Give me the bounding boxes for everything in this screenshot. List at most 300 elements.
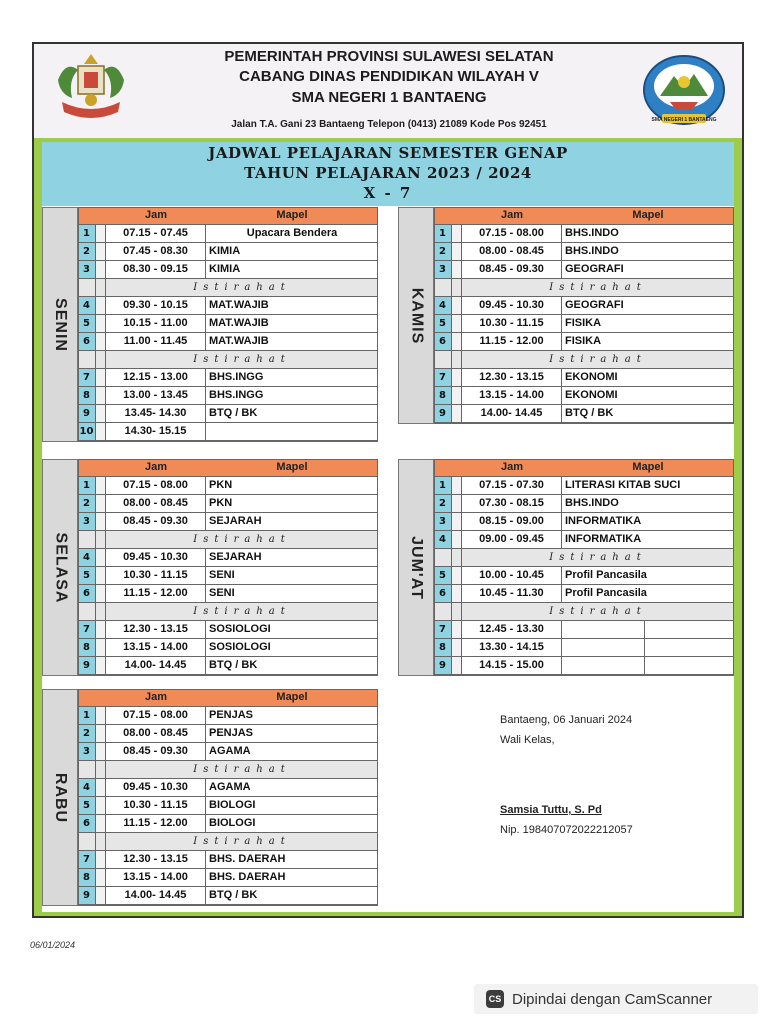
row-spacer <box>452 333 462 350</box>
day-label-jumat <box>398 459 434 676</box>
row-spacer <box>452 225 462 242</box>
period-time: 10.30 - 11.15 <box>106 567 206 584</box>
row-spacer <box>452 243 462 260</box>
table-row <box>78 779 378 797</box>
day-name: SELASA <box>52 532 69 603</box>
period-time: 13.15 - 14.00 <box>106 639 206 656</box>
row-spacer <box>96 315 106 332</box>
period-number: 7 <box>434 621 452 638</box>
empty-cell-divider <box>644 639 645 656</box>
period-subject: AGAMA <box>209 745 251 757</box>
day-name: JUM'AT <box>408 535 426 600</box>
break-label: Istirahat <box>193 282 291 293</box>
column-jam: Jam <box>144 209 168 221</box>
table-row <box>434 225 734 243</box>
break-row <box>78 351 378 369</box>
table-row <box>434 333 734 351</box>
break-row <box>78 603 378 621</box>
signature-place-date: Bantaeng, 06 Januari 2024 <box>500 714 633 726</box>
table-row <box>78 513 378 531</box>
camscanner-badge <box>474 984 758 1014</box>
table-row <box>434 243 734 261</box>
break-spacer <box>78 833 96 850</box>
row-spacer <box>96 225 106 242</box>
row-spacer <box>96 887 106 904</box>
period-number: 8 <box>78 387 96 404</box>
day-label-rabu <box>42 689 78 906</box>
period-subject: SEJARAH <box>209 515 262 527</box>
row-spacer <box>452 477 462 494</box>
day-label-selasa <box>42 459 78 676</box>
row-spacer <box>96 779 106 796</box>
break-label: Istirahat <box>193 836 291 847</box>
break-label: Istirahat <box>549 354 647 365</box>
period-time: 08.45 - 09.30 <box>106 743 206 760</box>
row-spacer <box>452 369 462 386</box>
row-spacer <box>96 261 106 278</box>
period-number: 1 <box>434 477 452 494</box>
day-label-senin <box>42 207 78 442</box>
row-spacer <box>452 531 462 548</box>
break-label: Istirahat <box>193 764 291 775</box>
footer-date: 06/01/2024 <box>30 940 76 950</box>
period-time: 10.30 - 11.15 <box>106 797 206 814</box>
period-time: 13.15 - 14.00 <box>462 387 562 404</box>
table-row <box>78 887 378 905</box>
period-time: 07.15 - 07.45 <box>106 225 206 242</box>
period-number: 3 <box>78 261 96 278</box>
period-number: 6 <box>78 333 96 350</box>
period-subject: BTQ / BK <box>209 407 258 419</box>
break-spacer <box>78 531 96 548</box>
break-label: Istirahat <box>193 354 291 365</box>
period-subject: AGAMA <box>209 781 251 793</box>
period-time: 11.15 - 12.00 <box>106 815 206 832</box>
period-time: 11.15 - 12.00 <box>462 333 562 350</box>
provincial-emblem-icon <box>48 50 134 130</box>
period-number: 7 <box>78 851 96 868</box>
column-mapel: Mapel <box>276 209 308 221</box>
break-row <box>78 531 378 549</box>
table-row <box>434 369 734 387</box>
table-row <box>78 243 378 261</box>
period-number: 4 <box>78 549 96 566</box>
header-government: PEMERINTAH PROVINSI SULAWESI SELATAN <box>224 48 554 65</box>
period-number: 1 <box>434 225 452 242</box>
day-label-kamis <box>398 207 434 424</box>
period-time: 10.30 - 11.15 <box>462 315 562 332</box>
table-row <box>78 585 378 603</box>
column-mapel: Mapel <box>276 691 308 703</box>
period-subject: Upacara Bendera <box>246 227 338 239</box>
period-subject: BTQ / BK <box>209 889 258 901</box>
period-subject: PENJAS <box>209 709 254 721</box>
period-time: 14.00- 14.45 <box>106 657 206 674</box>
table-row <box>78 405 378 423</box>
period-number: 6 <box>434 585 452 602</box>
break-spacer <box>96 761 106 778</box>
period-number: 3 <box>434 261 452 278</box>
table-row <box>78 567 378 585</box>
period-time: 07.15 - 08.00 <box>106 477 206 494</box>
schedule-table-selasa <box>78 459 378 675</box>
row-spacer <box>452 405 462 422</box>
row-spacer <box>96 513 106 530</box>
break-spacer <box>452 279 462 296</box>
period-subject: BHS.INGG <box>209 389 264 401</box>
period-number: 4 <box>434 297 452 314</box>
period-subject: BHS.INGG <box>209 371 264 383</box>
schedule-title: JADWAL PELAJARAN SEMESTER GENAP <box>208 144 568 162</box>
period-number: 6 <box>434 333 452 350</box>
row-spacer <box>452 639 462 656</box>
period-number: 5 <box>78 567 96 584</box>
row-spacer <box>96 639 106 656</box>
period-number: 5 <box>434 315 452 332</box>
table-row <box>434 405 734 423</box>
row-spacer <box>96 725 106 742</box>
signature-role: Wali Kelas, <box>500 734 555 746</box>
class-name: X - 7 <box>363 184 413 202</box>
period-number: 10 <box>78 423 96 440</box>
period-number: 5 <box>78 797 96 814</box>
period-time: 09.45 - 10.30 <box>462 297 562 314</box>
period-subject: INFORMATIKA <box>565 515 642 527</box>
period-time: 14.30- 15.15 <box>106 423 206 440</box>
schedule-rabu <box>42 689 378 905</box>
period-subject: KIMIA <box>209 245 241 257</box>
period-number: 5 <box>434 567 452 584</box>
break-label: Istirahat <box>549 552 647 563</box>
signature-nip: Nip. 198407072022212057 <box>500 824 633 836</box>
break-row <box>434 549 734 567</box>
table-header <box>434 459 734 477</box>
row-spacer <box>96 495 106 512</box>
row-spacer <box>96 333 106 350</box>
period-time: 12.30 - 13.15 <box>462 369 562 386</box>
period-time: 10.00 - 10.45 <box>462 567 562 584</box>
empty-cell-divider <box>644 657 645 674</box>
period-subject: SEJARAH <box>209 551 262 563</box>
period-subject <box>562 657 734 674</box>
period-number: 5 <box>78 315 96 332</box>
letterhead <box>34 44 742 140</box>
period-subject: FISIKA <box>565 335 602 347</box>
break-spacer <box>434 603 452 620</box>
table-row <box>78 549 378 567</box>
schedule-jumat <box>398 459 734 675</box>
period-subject: BIOLOGI <box>209 799 256 811</box>
schedule-table-jumat <box>434 459 734 675</box>
period-subject: GEOGRAFI <box>565 263 624 275</box>
period-subject: PENJAS <box>209 727 254 739</box>
table-row <box>78 315 378 333</box>
row-spacer <box>452 585 462 602</box>
period-subject <box>562 639 734 656</box>
period-number: 1 <box>78 707 96 724</box>
period-subject: PKN <box>209 479 233 491</box>
period-number: 7 <box>78 369 96 386</box>
period-time: 07.15 - 07.30 <box>462 477 562 494</box>
period-number: 2 <box>434 243 452 260</box>
table-row <box>434 621 734 639</box>
period-subject: BHS.INDO <box>565 245 619 257</box>
row-spacer <box>96 851 106 868</box>
table-row <box>78 815 378 833</box>
break-spacer <box>434 279 452 296</box>
row-spacer <box>96 585 106 602</box>
period-time: 07.45 - 08.30 <box>106 243 206 260</box>
academic-year: TAHUN PELAJARAN 2023 / 2024 <box>244 164 532 182</box>
column-mapel: Mapel <box>632 461 664 473</box>
period-number: 8 <box>78 639 96 656</box>
period-subject: MAT.WAJIB <box>209 317 269 329</box>
table-row <box>78 225 378 243</box>
school-emblem-text: SMA NEGERI 1 BANTAENG <box>651 117 717 123</box>
period-subject: FISIKA <box>565 317 602 329</box>
period-time: 12.45 - 13.30 <box>462 621 562 638</box>
column-jam: Jam <box>144 691 168 703</box>
period-time: 14.00- 14.45 <box>106 887 206 904</box>
period-time: 13.45- 14.30 <box>106 405 206 422</box>
period-subject <box>562 621 734 638</box>
break-spacer <box>452 603 462 620</box>
period-time: 09.45 - 10.30 <box>106 549 206 566</box>
break-row <box>78 833 378 851</box>
period-time: 09.30 - 10.15 <box>106 297 206 314</box>
period-number: 8 <box>434 639 452 656</box>
period-time: 07.15 - 08.00 <box>106 707 206 724</box>
table-row <box>78 797 378 815</box>
day-name: RABU <box>52 772 69 823</box>
period-number: 4 <box>434 531 452 548</box>
table-row <box>434 387 734 405</box>
row-spacer <box>452 621 462 638</box>
column-mapel: Mapel <box>632 209 664 221</box>
period-number: 2 <box>78 495 96 512</box>
break-spacer <box>434 549 452 566</box>
period-time: 07.15 - 08.00 <box>462 225 562 242</box>
table-row <box>434 531 734 549</box>
row-spacer <box>96 423 106 440</box>
row-spacer <box>452 387 462 404</box>
row-spacer <box>96 567 106 584</box>
row-spacer <box>96 621 106 638</box>
table-header <box>78 207 378 225</box>
table-row <box>434 513 734 531</box>
period-subject: PKN <box>209 497 233 509</box>
period-subject: EKONOMI <box>565 389 618 401</box>
period-subject: BTQ / BK <box>565 407 614 419</box>
row-spacer <box>96 797 106 814</box>
period-time: 11.00 - 11.45 <box>106 333 206 350</box>
period-number: 6 <box>78 585 96 602</box>
row-spacer <box>452 513 462 530</box>
period-time: 08.45 - 09.30 <box>462 261 562 278</box>
table-row <box>78 621 378 639</box>
period-number: 6 <box>78 815 96 832</box>
signature-name: Samsia Tuttu, S. Pd <box>500 804 602 816</box>
table-row <box>434 657 734 675</box>
table-row <box>434 261 734 279</box>
period-time: 12.30 - 13.15 <box>106 621 206 638</box>
period-time: 08.30 - 09.15 <box>106 261 206 278</box>
schedule-kamis <box>398 207 734 423</box>
period-number: 9 <box>434 405 452 422</box>
period-number: 7 <box>434 369 452 386</box>
period-subject: BHS.INDO <box>565 497 619 509</box>
period-number: 4 <box>78 297 96 314</box>
table-row <box>434 315 734 333</box>
row-spacer <box>452 315 462 332</box>
period-number: 9 <box>78 405 96 422</box>
break-row <box>434 279 734 297</box>
table-row <box>78 707 378 725</box>
break-spacer <box>96 603 106 620</box>
break-spacer <box>434 351 452 368</box>
row-spacer <box>96 815 106 832</box>
row-spacer <box>96 387 106 404</box>
header-school: SMA NEGERI 1 BANTAENG <box>291 89 487 106</box>
header-address: Jalan T.A. Gani 23 Bantaeng Telepon (0413) 21089 Kode Pos 92451 <box>231 119 547 130</box>
empty-cell-divider <box>644 621 645 638</box>
period-subject: LITERASI KITAB SUCI <box>565 479 681 491</box>
schedule-senin <box>42 207 378 441</box>
row-spacer <box>452 567 462 584</box>
table-header <box>434 207 734 225</box>
period-number: 9 <box>78 657 96 674</box>
period-subject: EKONOMI <box>565 371 618 383</box>
period-subject: GEOGRAFI <box>565 299 624 311</box>
period-number: 3 <box>434 513 452 530</box>
break-row <box>434 603 734 621</box>
camscanner-icon: CS <box>486 990 504 1008</box>
table-row <box>434 567 734 585</box>
schedule-table-rabu <box>78 689 378 905</box>
period-time: 08.00 - 08.45 <box>106 495 206 512</box>
schedule-selasa <box>42 459 378 675</box>
schedule-table-senin <box>78 207 378 441</box>
period-time: 14.00- 14.45 <box>462 405 562 422</box>
table-row <box>78 297 378 315</box>
period-subject: BHS. DAERAH <box>209 871 286 883</box>
period-time: 08.45 - 09.30 <box>106 513 206 530</box>
row-spacer <box>96 657 106 674</box>
period-subject: BTQ / BK <box>209 659 258 671</box>
day-name: KAMIS <box>408 287 425 344</box>
break-spacer <box>96 531 106 548</box>
period-number: 9 <box>434 657 452 674</box>
table-row <box>78 261 378 279</box>
period-time: 07.30 - 08.15 <box>462 495 562 512</box>
period-time: 08.00 - 08.45 <box>462 243 562 260</box>
row-spacer <box>96 405 106 422</box>
table-row <box>78 495 378 513</box>
period-subject: SOSIOLOGI <box>209 641 271 653</box>
break-spacer <box>452 351 462 368</box>
period-time: 11.15 - 12.00 <box>106 585 206 602</box>
period-number: 9 <box>78 887 96 904</box>
break-row <box>78 761 378 779</box>
table-row <box>434 639 734 657</box>
break-spacer <box>78 279 96 296</box>
period-number: 7 <box>78 621 96 638</box>
table-row <box>434 585 734 603</box>
period-time: 08.00 - 08.45 <box>106 725 206 742</box>
table-row <box>78 423 378 441</box>
table-header <box>78 689 378 707</box>
period-subject: KIMIA <box>209 263 241 275</box>
break-row <box>78 279 378 297</box>
break-spacer <box>452 549 462 566</box>
row-spacer <box>452 297 462 314</box>
row-spacer <box>96 707 106 724</box>
period-subject: MAT.WAJIB <box>209 299 269 311</box>
table-row <box>78 725 378 743</box>
table-row <box>434 297 734 315</box>
break-label: Istirahat <box>549 606 647 617</box>
period-number: 1 <box>78 477 96 494</box>
break-label: Istirahat <box>193 534 291 545</box>
school-emblem-icon <box>640 52 728 130</box>
table-row <box>78 743 378 761</box>
schedule-table-kamis <box>434 207 734 423</box>
table-row <box>78 387 378 405</box>
period-time: 08.15 - 09.00 <box>462 513 562 530</box>
period-subject: Profil Pancasila <box>565 569 647 581</box>
period-subject: Profil Pancasila <box>565 587 647 599</box>
period-number: 2 <box>434 495 452 512</box>
period-subject: INFORMATIKA <box>565 533 642 545</box>
period-time: 13.15 - 14.00 <box>106 869 206 886</box>
table-row <box>78 851 378 869</box>
row-spacer <box>96 549 106 566</box>
period-number: 3 <box>78 513 96 530</box>
break-spacer <box>96 351 106 368</box>
column-jam: Jam <box>500 209 524 221</box>
column-jam: Jam <box>144 461 168 473</box>
period-time: 09.45 - 10.30 <box>106 779 206 796</box>
row-spacer <box>96 369 106 386</box>
camscanner-text: Dipindai dengan CamScanner <box>512 990 713 1008</box>
period-time: 13.00 - 13.45 <box>106 387 206 404</box>
break-spacer <box>96 833 106 850</box>
row-spacer <box>452 495 462 512</box>
period-number: 3 <box>78 743 96 760</box>
break-spacer <box>96 279 106 296</box>
table-row <box>78 639 378 657</box>
table-row <box>434 477 734 495</box>
break-spacer <box>78 603 96 620</box>
table-header <box>78 459 378 477</box>
break-label: Istirahat <box>193 606 291 617</box>
row-spacer <box>96 743 106 760</box>
day-name: SENIN <box>52 297 69 352</box>
column-jam: Jam <box>500 461 524 473</box>
break-spacer <box>78 761 96 778</box>
period-subject: BIOLOGI <box>209 817 256 829</box>
period-time: 09.00 - 09.45 <box>462 531 562 548</box>
table-row <box>78 369 378 387</box>
period-time: 10.45 - 11.30 <box>462 585 562 602</box>
break-label: Istirahat <box>549 282 647 293</box>
period-subject: SENI <box>209 569 235 581</box>
row-spacer <box>96 297 106 314</box>
period-number: 8 <box>78 869 96 886</box>
period-subject <box>206 423 378 440</box>
row-spacer <box>452 657 462 674</box>
table-row <box>78 333 378 351</box>
